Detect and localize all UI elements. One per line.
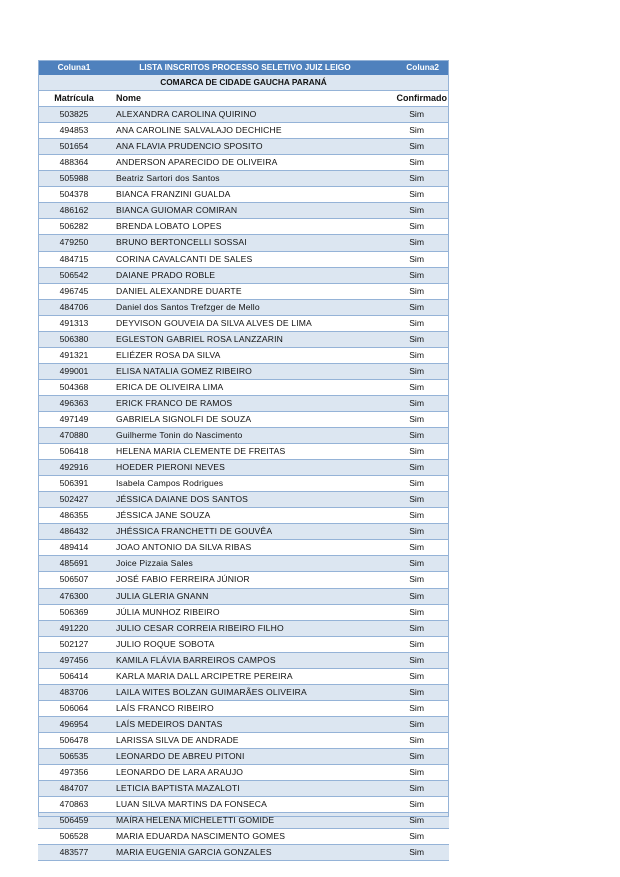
matricula-cell: 492916	[38, 460, 110, 476]
table-row	[38, 411, 449, 427]
matricula-cell: 483577	[38, 845, 110, 861]
matricula-cell: 506391	[38, 476, 110, 492]
confirmado-cell: Sim	[380, 845, 449, 861]
nome-cell: BIANCA FRANZINI GUALDA	[110, 187, 380, 203]
table-body	[38, 107, 449, 861]
nome-cell: ANA CAROLINE SALVALAJO DECHICHE	[110, 123, 380, 139]
table-row	[38, 283, 449, 299]
table-row	[38, 524, 449, 540]
nome-cell: DANIEL ALEXANDRE DUARTE	[110, 283, 380, 299]
matricula-cell: 504368	[38, 379, 110, 395]
header-col1: Coluna1	[38, 60, 110, 75]
confirmado-cell: Sim	[380, 588, 449, 604]
matricula-cell: 506542	[38, 267, 110, 283]
comarca-subtitle: COMARCA DE CIDADE GAUCHA PARANÁ	[38, 75, 449, 91]
matricula-cell: 496954	[38, 716, 110, 732]
matricula-cell: 497149	[38, 411, 110, 427]
table-row	[38, 155, 449, 171]
confirmado-cell: Sim	[380, 347, 449, 363]
table-row	[38, 267, 449, 283]
table-row	[38, 235, 449, 251]
table-row	[38, 395, 449, 411]
table-row	[38, 299, 449, 315]
table-row	[38, 219, 449, 235]
table-row	[38, 139, 449, 155]
nome-cell: BRUNO BERTONCELLI SOSSAI	[110, 235, 380, 251]
candidate-table	[38, 60, 449, 861]
matricula-cell: 483706	[38, 684, 110, 700]
table-row	[38, 107, 449, 123]
matricula-cell: 497356	[38, 765, 110, 781]
table-row	[38, 765, 449, 781]
matricula-cell: 479250	[38, 235, 110, 251]
matricula-cell: 486355	[38, 508, 110, 524]
confirmado-cell: Sim	[380, 476, 449, 492]
nome-cell: JOAO ANTONIO DA SILVA RIBAS	[110, 540, 380, 556]
table-row	[38, 572, 449, 588]
nome-cell: LARISSA SILVA DE ANDRADE	[110, 732, 380, 748]
nome-cell: ERICK FRANCO DE RAMOS	[110, 395, 380, 411]
confirmado-cell: Sim	[380, 283, 449, 299]
table-row	[38, 797, 449, 813]
table-row	[38, 428, 449, 444]
table-row	[38, 476, 449, 492]
confirmado-cell: Sim	[380, 123, 449, 139]
confirmado-cell: Sim	[380, 765, 449, 781]
confirmado-cell: Sim	[380, 444, 449, 460]
table-row	[38, 652, 449, 668]
matricula-cell: 489414	[38, 540, 110, 556]
table-row	[38, 444, 449, 460]
matricula-cell: 497456	[38, 652, 110, 668]
nome-cell: KAMILA FLÁVIA BARREIROS CAMPOS	[110, 652, 380, 668]
matricula-cell: 506535	[38, 748, 110, 764]
matricula-cell: 494853	[38, 123, 110, 139]
confirmado-cell: Sim	[380, 556, 449, 572]
table-row	[38, 829, 449, 845]
nome-cell: BIANCA GUIOMAR COMIRAN	[110, 203, 380, 219]
nome-cell: LAILA WITES BOLZAN GUIMARÃES OLIVEIRA	[110, 684, 380, 700]
table-row	[38, 540, 449, 556]
confirmado-cell: Sim	[380, 604, 449, 620]
matricula-cell: 506282	[38, 219, 110, 235]
nome-cell: JULIO CESAR CORREIA RIBEIRO FILHO	[110, 620, 380, 636]
table-row	[38, 748, 449, 764]
table-row	[38, 187, 449, 203]
table-row	[38, 732, 449, 748]
column-labels-row	[38, 91, 449, 107]
matricula-cell: 486432	[38, 524, 110, 540]
confirmado-cell: Sim	[380, 700, 449, 716]
confirmado-cell: Sim	[380, 684, 449, 700]
nome-cell: LEONARDO DE LARA ARAUJO	[110, 765, 380, 781]
table-row	[38, 813, 449, 829]
nome-cell: LUAN SILVA MARTINS DA FONSECA	[110, 797, 380, 813]
matricula-cell: 486162	[38, 203, 110, 219]
table-row	[38, 347, 449, 363]
nome-cell: JÚLIA MUNHOZ RIBEIRO	[110, 604, 380, 620]
table-row	[38, 716, 449, 732]
matricula-cell: 476300	[38, 588, 110, 604]
confirmado-cell: Sim	[380, 379, 449, 395]
nome-cell: Daniel dos Santos Trefzger de Mello	[110, 299, 380, 315]
nome-cell: MARIA EDUARDA NASCIMENTO GOMES	[110, 829, 380, 845]
table-row	[38, 203, 449, 219]
matricula-cell: 484707	[38, 781, 110, 797]
nome-cell: Beatriz Sartori dos Santos	[110, 171, 380, 187]
table-row	[38, 123, 449, 139]
nome-cell: Isabela Campos Rodrigues	[110, 476, 380, 492]
table-row	[38, 379, 449, 395]
nome-cell: ANDERSON APARECIDO DE OLIVEIRA	[110, 155, 380, 171]
nome-cell: JULIO ROQUE SOBOTA	[110, 636, 380, 652]
matricula-cell: 501654	[38, 139, 110, 155]
table-row	[38, 251, 449, 267]
subtitle-row	[38, 75, 449, 91]
nome-cell: CORINA CAVALCANTI DE SALES	[110, 251, 380, 267]
nome-cell: ELISA NATALIA GOMEZ RIBEIRO	[110, 363, 380, 379]
table-row	[38, 700, 449, 716]
column-matricula: Matrícula	[38, 91, 110, 107]
nome-cell: LAÍS MEDEIROS DANTAS	[110, 716, 380, 732]
table-row	[38, 668, 449, 684]
nome-cell: JHÉSSICA FRANCHETTI DE GOUVÊA	[110, 524, 380, 540]
table-row	[38, 620, 449, 636]
confirmado-cell: Sim	[380, 748, 449, 764]
confirmado-cell: Sim	[380, 107, 449, 123]
matricula-cell: 496363	[38, 395, 110, 411]
list-title: LISTA INSCRITOS PROCESSO SELETIVO JUIZ LEIGO	[110, 60, 380, 75]
column-confirmado: Confirmado	[380, 91, 449, 107]
matricula-cell: 506478	[38, 732, 110, 748]
confirmado-cell: Sim	[380, 411, 449, 427]
nome-cell: ALEXANDRA CAROLINA QUIRINO	[110, 107, 380, 123]
confirmado-cell: Sim	[380, 668, 449, 684]
matricula-cell: 496745	[38, 283, 110, 299]
nome-cell: HELENA MARIA CLEMENTE DE FREITAS	[110, 444, 380, 460]
confirmado-cell: Sim	[380, 299, 449, 315]
confirmado-cell: Sim	[380, 363, 449, 379]
table-row	[38, 556, 449, 572]
nome-cell: LETICIA BAPTISTA MAZALOTI	[110, 781, 380, 797]
confirmado-cell: Sim	[380, 797, 449, 813]
confirmado-cell: Sim	[380, 187, 449, 203]
confirmado-cell: Sim	[380, 572, 449, 588]
nome-cell: JÉSSICA DAIANE DOS SANTOS	[110, 492, 380, 508]
table-row	[38, 604, 449, 620]
matricula-cell: 470880	[38, 428, 110, 444]
matricula-cell: 488364	[38, 155, 110, 171]
confirmado-cell: Sim	[380, 620, 449, 636]
confirmado-cell: Sim	[380, 203, 449, 219]
confirmado-cell: Sim	[380, 428, 449, 444]
matricula-cell: 491321	[38, 347, 110, 363]
column-nome: Nome	[110, 91, 380, 107]
nome-cell: JÉSSICA JANE SOUZA	[110, 508, 380, 524]
confirmado-cell: Sim	[380, 315, 449, 331]
nome-cell: Joice Pizzaia Sales	[110, 556, 380, 572]
table-row	[38, 636, 449, 652]
matricula-cell: 503825	[38, 107, 110, 123]
nome-cell: EGLESTON GABRIEL ROSA LANZZARIN	[110, 331, 380, 347]
confirmado-cell: Sim	[380, 235, 449, 251]
confirmado-cell: Sim	[380, 460, 449, 476]
matricula-cell: 506414	[38, 668, 110, 684]
matricula-cell: 502127	[38, 636, 110, 652]
matricula-cell: 484706	[38, 299, 110, 315]
matricula-cell: 504378	[38, 187, 110, 203]
matricula-cell: 506528	[38, 829, 110, 845]
matricula-cell: 506369	[38, 604, 110, 620]
nome-cell: DAIANE PRADO ROBLE	[110, 267, 380, 283]
table-row	[38, 315, 449, 331]
confirmado-cell: Sim	[380, 781, 449, 797]
table-row	[38, 363, 449, 379]
confirmado-cell: Sim	[380, 524, 449, 540]
table-row	[38, 460, 449, 476]
confirmado-cell: Sim	[380, 732, 449, 748]
candidate-list-sheet	[38, 60, 449, 861]
nome-cell: LAÍS FRANCO RIBEIRO	[110, 700, 380, 716]
table-row	[38, 588, 449, 604]
nome-cell: ERICA DE OLIVEIRA LIMA	[110, 379, 380, 395]
table-row	[38, 492, 449, 508]
table-header-row	[38, 60, 449, 75]
nome-cell: Guilherme Tonin do Nascimento	[110, 428, 380, 444]
confirmado-cell: Sim	[380, 155, 449, 171]
confirmado-cell: Sim	[380, 540, 449, 556]
nome-cell: ELIÉZER ROSA DA SILVA	[110, 347, 380, 363]
confirmado-cell: Sim	[380, 139, 449, 155]
table-row	[38, 171, 449, 187]
nome-cell: GABRIELA SIGNOLFI DE SOUZA	[110, 411, 380, 427]
matricula-cell: 485691	[38, 556, 110, 572]
nome-cell: MAÍRA HELENA MICHELETTI GOMIDE	[110, 813, 380, 829]
confirmado-cell: Sim	[380, 716, 449, 732]
confirmado-cell: Sim	[380, 395, 449, 411]
header-col2: Coluna2	[380, 60, 449, 75]
nome-cell: JOSÉ FABIO FERREIRA JÚNIOR	[110, 572, 380, 588]
matricula-cell: 491313	[38, 315, 110, 331]
nome-cell: LEONARDO DE ABREU PITONI	[110, 748, 380, 764]
nome-cell: DEYVISON GOUVEIA DA SILVA ALVES DE LIMA	[110, 315, 380, 331]
matricula-cell: 499001	[38, 363, 110, 379]
matricula-cell: 506459	[38, 813, 110, 829]
confirmado-cell: Sim	[380, 813, 449, 829]
matricula-cell: 506418	[38, 444, 110, 460]
matricula-cell: 484715	[38, 251, 110, 267]
nome-cell: ANA FLAVIA PRUDENCIO SPOSITO	[110, 139, 380, 155]
nome-cell: KARLA MARIA DALL ARCIPETRE PEREIRA	[110, 668, 380, 684]
table-row	[38, 781, 449, 797]
confirmado-cell: Sim	[380, 829, 449, 845]
nome-cell: MARIA EUGENIA GARCIA GONZALES	[110, 845, 380, 861]
confirmado-cell: Sim	[380, 219, 449, 235]
table-row	[38, 684, 449, 700]
table-row	[38, 845, 449, 861]
table-row	[38, 508, 449, 524]
matricula-cell: 505988	[38, 171, 110, 187]
confirmado-cell: Sim	[380, 508, 449, 524]
confirmado-cell: Sim	[380, 267, 449, 283]
confirmado-cell: Sim	[380, 251, 449, 267]
confirmado-cell: Sim	[380, 331, 449, 347]
matricula-cell: 491220	[38, 620, 110, 636]
matricula-cell: 506380	[38, 331, 110, 347]
confirmado-cell: Sim	[380, 652, 449, 668]
matricula-cell: 502427	[38, 492, 110, 508]
confirmado-cell: Sim	[380, 171, 449, 187]
confirmado-cell: Sim	[380, 492, 449, 508]
nome-cell: JULIA GLERIA GNANN	[110, 588, 380, 604]
table-row	[38, 331, 449, 347]
matricula-cell: 470863	[38, 797, 110, 813]
confirmado-cell: Sim	[380, 636, 449, 652]
nome-cell: HOEDER PIERONI NEVES	[110, 460, 380, 476]
matricula-cell: 506064	[38, 700, 110, 716]
matricula-cell: 506507	[38, 572, 110, 588]
nome-cell: BRENDA LOBATO LOPES	[110, 219, 380, 235]
